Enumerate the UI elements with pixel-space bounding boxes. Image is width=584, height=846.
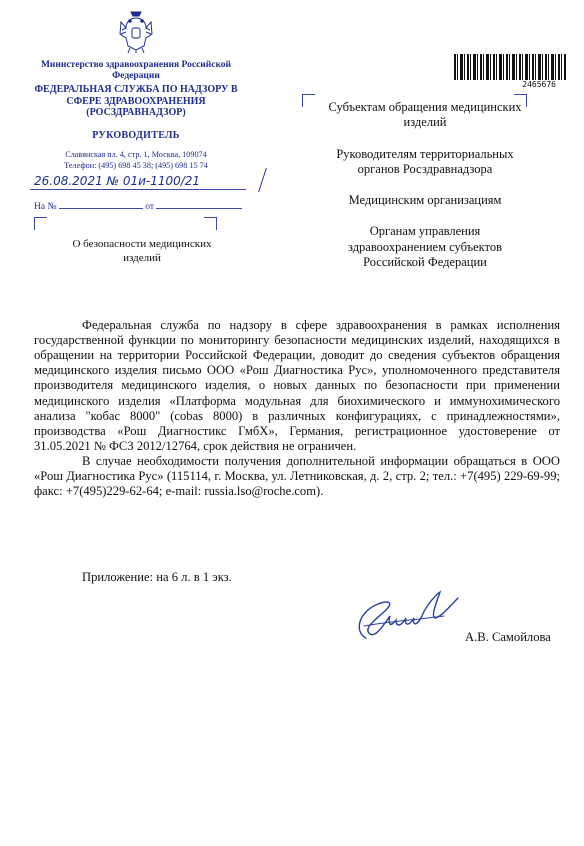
reference-date-blank <box>156 198 242 209</box>
reference-number-blank <box>59 198 143 209</box>
barcode-number: 2465676 <box>522 80 556 89</box>
head-title: РУКОВОДИТЕЛЬ <box>92 130 180 141</box>
barcode-bars <box>454 54 566 80</box>
reference-line <box>34 198 242 212</box>
subject-bracket-right <box>204 217 217 230</box>
attachment-note: Приложение: на 6 л. в 1 экз. <box>82 570 232 584</box>
ministry-name: Министерство здравоохранения Российской Федерации <box>40 60 232 81</box>
letter-subject: О безопасности медицинских изделий <box>72 238 212 264</box>
body-paragraph: В случае необходимости получения дополнительной информации обращаться в ООО «Рош Диагностика Рус» (115114, г. Москва, ул. Летниковская, д. 2, стр. 2; тел.: +7(495) 229-69-99; факс: +7(495)229-62-64; e-mail: russia.lso@roche.com). <box>34 453 560 499</box>
addressee-bracket-left <box>302 94 315 107</box>
signer-name: А.В. Самойлова <box>465 630 551 644</box>
registration-handwritten: 26.08.2021 № 01и-1100/21 <box>34 174 201 188</box>
registration-underline <box>30 189 246 190</box>
barcode <box>454 54 566 90</box>
addressee-item: Медицинским организациям <box>348 193 502 207</box>
letter-body <box>34 318 560 499</box>
handwritten-signature-icon <box>344 588 470 646</box>
body-paragraph: Федеральная служба по надзору в сфере здравоохранения в рамках исполнения государственной функции по мониторингу безопасности медицинских изделий, находящихся в обращении на территории Российской Федерации, доводит до сведения субъектов обращения медицинского изделия письмо ООО «Рош Диагностика Рус», уполномоченного представителя производителя медицинского изделия, о новых данных по безопасности при применении медицинского изделия «Платформа модульная для биохимического и иммунохимического анализа "кобас 8000" (cobas 8000) в различных конфигурациях, с принадлежностями», производства «Рош Диагностикс ГмбХ», Германия, регистрационное удостоверение от 31.05.2021 № ФСЗ 2012/12764, срок действия не ограничен. <box>34 318 560 453</box>
service-address: Славянская пл. 4, стр. 1, Москва, 109074 <box>65 150 207 159</box>
reference-prefix: На № <box>34 202 57 212</box>
service-phone: Телефон: (495) 698 45 38; (495) 698 15 74 <box>64 161 208 170</box>
registration-slash <box>258 168 277 192</box>
addressee-item: Органам управления здравоохранением субъектов Российской Федерации <box>347 224 502 269</box>
subject-bracket-left <box>34 217 47 230</box>
registration-line <box>30 174 260 192</box>
addressee-list <box>325 100 525 286</box>
double-headed-eagle-icon <box>118 8 154 54</box>
reference-from: от <box>145 202 155 212</box>
addressee-item: Субъектам обращения медицинских изделий <box>328 100 522 130</box>
service-name: ФЕДЕРАЛЬНАЯ СЛУЖБА ПО НАДЗОРУ В СФЕРЕ ЗДРАВООХРАНЕНИЯ (РОСЗДРАВНАДЗОР) <box>34 84 238 118</box>
addressee-item: Руководителям территориальных органов Росздравнадзора <box>336 146 514 176</box>
